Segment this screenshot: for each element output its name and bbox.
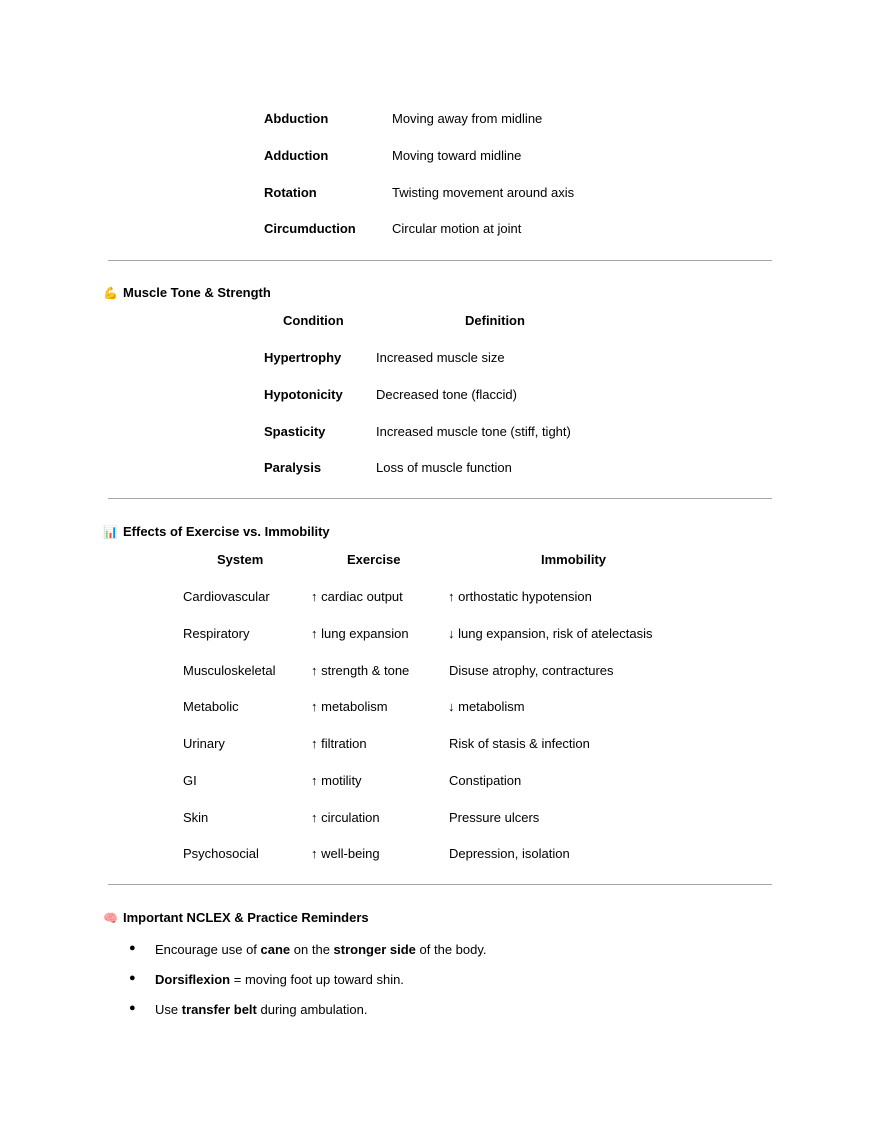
flexed-biceps-icon: 💪	[103, 286, 118, 300]
effects-system: Cardiovascular	[183, 589, 270, 604]
reminder-emphasis: Dorsiflexion	[155, 972, 231, 987]
effects-exercise: ↑ cardiac output	[311, 589, 403, 604]
column-header-condition: Condition	[283, 313, 344, 328]
bar-chart-icon: 📊	[103, 525, 118, 539]
effects-system: Skin	[183, 810, 209, 825]
column-header-immobility: Immobility	[541, 552, 607, 567]
effects-exercise: ↑ well-being	[311, 846, 380, 861]
movement-term: Abduction	[264, 111, 329, 126]
section-heading-effects	[103, 524, 330, 539]
reminder-text: Encourage use of	[155, 942, 261, 957]
divider	[108, 498, 772, 499]
tone-definition: Decreased tone (flaccid)	[376, 387, 517, 402]
movement-term: Circumduction	[264, 221, 356, 236]
section-heading-reminders	[103, 910, 369, 925]
column-header-system: System	[217, 552, 264, 567]
divider	[108, 260, 772, 261]
effects-system: Respiratory	[183, 626, 250, 641]
column-header-exercise: Exercise	[347, 552, 401, 567]
brain-icon: 🧠	[103, 911, 118, 925]
bullet-icon: ●	[129, 1002, 136, 1014]
section-heading-text: Muscle Tone & Strength	[123, 285, 271, 300]
tone-condition: Spasticity	[264, 424, 326, 439]
movement-definition: Twisting movement around axis	[392, 185, 575, 200]
effects-immobility: Risk of stasis & infection	[449, 736, 590, 751]
reminder-text: of the body.	[415, 942, 487, 957]
column-header-definition: Definition	[465, 313, 525, 328]
movement-definition: Circular motion at joint	[392, 221, 522, 236]
effects-exercise: ↑ strength & tone	[311, 663, 410, 678]
reminder-text: on the	[290, 942, 334, 957]
tone-definition: Increased muscle size	[376, 350, 505, 365]
movement-definition: Moving away from midline	[392, 111, 543, 126]
effects-immobility: Pressure ulcers	[449, 810, 540, 825]
reminder-emphasis: transfer belt	[181, 1002, 257, 1017]
reminder-emphasis: stronger side	[333, 942, 416, 957]
effects-exercise: ↑ filtration	[311, 736, 367, 751]
effects-exercise: ↑ motility	[311, 773, 362, 788]
tone-definition: Loss of muscle function	[376, 460, 512, 475]
reminder-text: Use	[155, 1002, 182, 1017]
effects-exercise: ↑ circulation	[311, 810, 380, 825]
effects-immobility: ↓ metabolism	[448, 699, 525, 714]
effects-system: GI	[183, 773, 197, 788]
effects-immobility: ↑ orthostatic hypotension	[448, 589, 592, 604]
section-heading-text: Important NCLEX & Practice Reminders	[123, 910, 369, 925]
reminder-text: = moving foot up toward shin.	[230, 972, 404, 987]
tone-condition: Hypertrophy	[264, 350, 342, 365]
tone-definition: Increased muscle tone (stiff, tight)	[376, 424, 571, 439]
effects-immobility: ↓ lung expansion, risk of atelectasis	[448, 626, 653, 641]
movement-term: Rotation	[264, 185, 317, 200]
tone-condition: Paralysis	[264, 460, 322, 475]
divider	[108, 884, 772, 885]
effects-exercise: ↑ lung expansion	[311, 626, 409, 641]
reminder-emphasis: cane	[260, 942, 291, 957]
movement-term: Adduction	[264, 148, 329, 163]
bullet-icon: ●	[129, 942, 136, 954]
section-heading-text: Effects of Exercise vs. Immobility	[123, 524, 330, 539]
section-heading-muscle-tone	[103, 285, 271, 300]
effects-system: Musculoskeletal	[183, 663, 276, 678]
effects-exercise: ↑ metabolism	[311, 699, 388, 714]
movement-definition: Moving toward midline	[392, 148, 522, 163]
bullet-icon: ●	[129, 972, 136, 984]
tone-condition: Hypotonicity	[264, 387, 343, 402]
effects-immobility: Constipation	[449, 773, 522, 788]
effects-immobility: Depression, isolation	[449, 846, 570, 861]
effects-system: Urinary	[183, 736, 225, 751]
effects-system: Psychosocial	[183, 846, 259, 861]
reminder-text: during ambulation.	[256, 1002, 368, 1017]
effects-system: Metabolic	[183, 699, 239, 714]
effects-immobility: Disuse atrophy, contractures	[449, 663, 614, 678]
